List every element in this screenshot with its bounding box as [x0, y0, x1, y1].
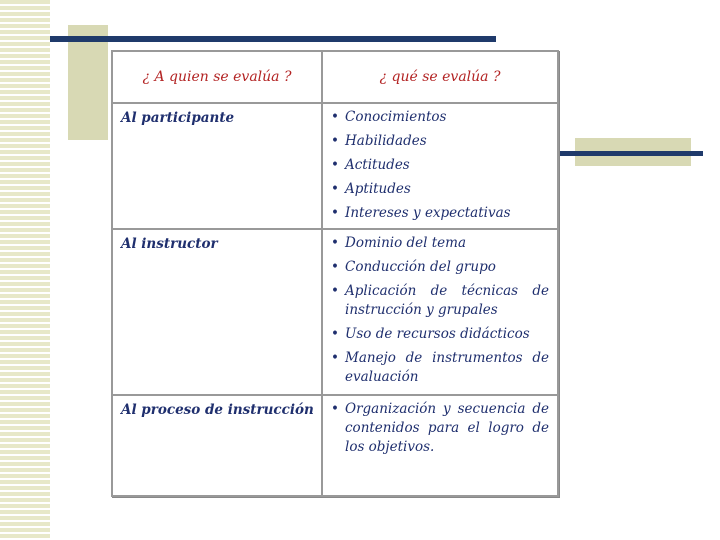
list-item: • Habilidades — [331, 132, 549, 151]
list-item: • Uso de recursos didácticos — [331, 325, 549, 344]
list-item: • Conducción del grupo — [331, 258, 549, 277]
list-item: • Intereses y expectativas — [331, 204, 549, 223]
list-item: • Manejo de instrumentos de evaluación — [331, 349, 549, 387]
row-who-label: Al instructor — [112, 229, 322, 395]
header-who: ¿ A quien se evalúa ? — [112, 51, 322, 103]
what-list — [331, 234, 549, 387]
what-list — [331, 108, 549, 223]
list-item: • Actitudes — [331, 156, 549, 175]
decorative-block-top — [68, 25, 108, 140]
list-item: • Aplicación de técnicas de instrucción y grupales — [331, 282, 549, 320]
list-item: • Organización y secuencia de contenidos para el logro de los objetivos. — [331, 400, 549, 457]
row-what-cell — [322, 103, 558, 229]
decorative-bar-top — [50, 36, 496, 42]
row-what-cell — [322, 395, 558, 496]
list-item: • Aptitudes — [331, 180, 549, 199]
header-what: ¿ qué se evalúa ? — [322, 51, 558, 103]
what-list — [331, 400, 549, 457]
row-who-label: Al proceso de instrucción — [112, 395, 322, 496]
evaluation-table — [111, 50, 559, 497]
row-who-label: Al participante — [112, 103, 322, 229]
table-row — [112, 103, 558, 229]
table-row — [112, 229, 558, 395]
table-header-row — [112, 51, 558, 103]
striped-margin — [0, 0, 50, 540]
list-item: • Conocimientos — [331, 108, 549, 127]
row-what-cell — [322, 229, 558, 395]
list-item: • Dominio del tema — [331, 234, 549, 253]
decorative-bar-right — [557, 151, 703, 156]
table-row — [112, 395, 558, 496]
